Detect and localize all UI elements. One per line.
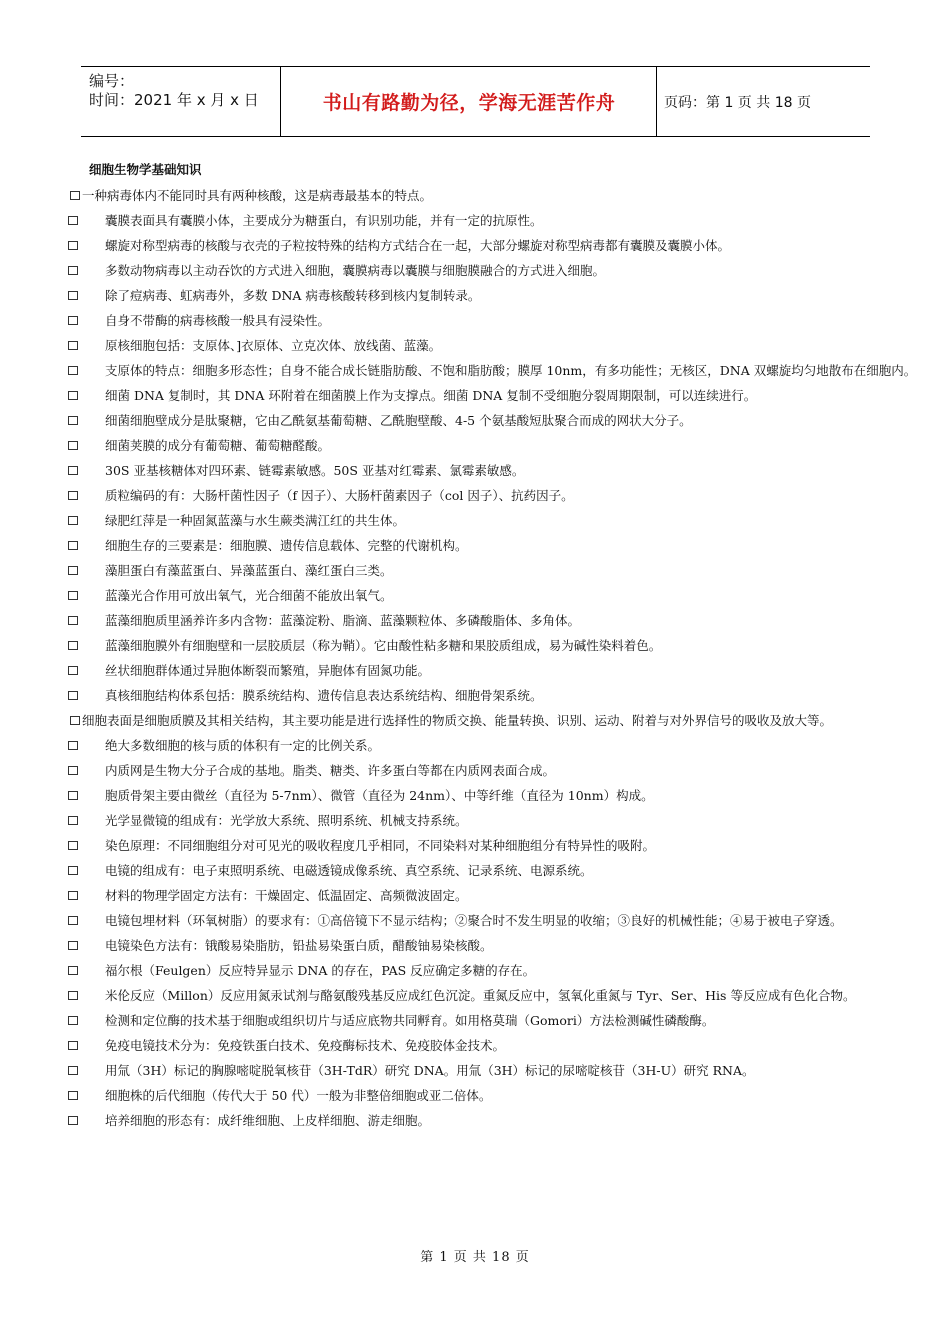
checkbox-bullet-icon <box>68 1091 78 1100</box>
checkbox-bullet-icon <box>68 1016 78 1025</box>
list-item <box>68 1108 926 1133</box>
list-item <box>68 833 926 858</box>
list-item <box>68 533 926 558</box>
list-item <box>68 1033 926 1058</box>
checkbox-bullet-icon <box>68 941 78 950</box>
header-top-rule <box>81 66 870 67</box>
list-item <box>68 258 926 283</box>
list-item-text: 蓝藻细胞膜外有细胞壁和一层胶质层（称为鞘）。它由酸性粘多糖和果胶质组成，易为碱性染料着色。 <box>105 638 662 653</box>
checkbox-bullet-icon <box>68 366 78 375</box>
checkbox-bullet-icon <box>68 291 78 300</box>
list-item-text: 30S 亚基核糖体对四环素、链霉素敏感。50S 亚基对红霉素、氯霉素敏感。 <box>105 463 525 478</box>
list-item <box>68 608 926 633</box>
checkbox-bullet-icon <box>68 416 78 425</box>
page-footer: 第 1 页 共 18 页 <box>420 1250 530 1265</box>
checkbox-bullet-icon <box>68 1116 78 1125</box>
header-meta <box>89 72 259 110</box>
list-item-text: 培养细胞的形态有：成纤维细胞、上皮样细胞、游走细胞。 <box>105 1113 431 1128</box>
list-item-text: 细胞株的后代细胞（传代大于 50 代）一般为非整倍细胞或亚二倍体。 <box>105 1088 492 1103</box>
checkbox-bullet-icon <box>68 791 78 800</box>
checkbox-bullet-icon <box>70 716 80 725</box>
checkbox-bullet-icon <box>68 691 78 700</box>
list-item-text: 免疫电镜技术分为：免疫铁蛋白技术、免疫酶标技术、免疫胶体金技术。 <box>105 1038 506 1053</box>
list-item-text: 绝大多数细胞的核与质的体积有一定的比例关系。 <box>105 738 381 753</box>
list-item-text: 细菌细胞壁成分是肽聚糖，它由乙酰氨基葡萄糖、乙酰胞壁酸、4-5 个氨基酸短肽聚合而成的网状大分子。 <box>105 413 692 428</box>
list-item-text: 细胞生存的三要素是：细胞膜、遗传信息载体、完整的代谢机构。 <box>105 538 468 553</box>
checkbox-bullet-icon <box>68 866 78 875</box>
list-item <box>68 908 926 933</box>
list-item-text: 检测和定位酶的技术基于细胞或组织切片与适应底物共同孵育。如用格莫瑞（Gomori）方法检测碱性磷酸酶。 <box>105 1013 715 1028</box>
list-item <box>68 483 926 508</box>
list-item <box>68 283 926 308</box>
list-item <box>68 233 926 258</box>
list-item <box>68 783 926 808</box>
list-item-text: 米伦反应（Millon）反应用氮汞试剂与酪氨酸残基反应成红色沉淀。重氮反应中，氢氧化重氮与 Tyr、Ser、His 等反应成有色化合物。 <box>105 988 856 1003</box>
list-item-text: 染色原理：不同细胞组分对可见光的吸收程度几乎相同，不同染料对某种细胞组分有特异性的吸附。 <box>105 838 656 853</box>
checkbox-bullet-icon <box>68 491 78 500</box>
list-item <box>68 458 926 483</box>
list-item-text: 丝状细胞群体通过异胞体断裂而繁殖，异胞体有固氮功能。 <box>105 663 431 678</box>
checkbox-bullet-icon <box>68 591 78 600</box>
list-item-text: 电镜包埋材料（环氧树脂）的要求有：①高倍镜下不显示结构；②聚合时不发生明显的收缩；③良好的机械性能；④易于被电子穿透。 <box>105 913 843 928</box>
list-item <box>68 683 926 708</box>
list-item <box>68 1008 926 1033</box>
list-item <box>68 883 926 908</box>
list-item <box>68 183 926 208</box>
header-time: 时间：2021 年 x 月 x 日 <box>89 91 259 109</box>
list-item-text: 电镜的组成有：电子束照明系统、电磁透镜成像系统、真空系统、记录系统、电源系统。 <box>105 863 593 878</box>
list-item-text: 囊膜表面具有囊膜小体，主要成分为糖蛋白，有识别功能，并有一定的抗原性。 <box>105 213 543 228</box>
checkbox-bullet-icon <box>68 916 78 925</box>
page-header <box>81 66 870 138</box>
list-item-text: 自身不带酶的病毒核酸一般具有浸染性。 <box>105 313 331 328</box>
list-item <box>68 983 926 1008</box>
list-item-text: 原核细胞包括：支原体、]衣原体、立克次体、放线菌、蓝藻。 <box>105 338 442 353</box>
list-item-text: 电镜染色方法有：锇酸易染脂肪，铅盐易染蛋白质，醋酸铀易染核酸。 <box>105 938 493 953</box>
list-item <box>68 733 926 758</box>
list-item-text: 蓝藻光合作用可放出氧气，光合细菌不能放出氧气。 <box>105 588 393 603</box>
checkbox-bullet-icon <box>68 841 78 850</box>
checkbox-bullet-icon <box>68 666 78 675</box>
checkbox-bullet-icon <box>68 391 78 400</box>
checkbox-bullet-icon <box>68 516 78 525</box>
list-item-text: 光学显微镜的组成有：光学放大系统、照明系统、机械支持系统。 <box>105 813 468 828</box>
header-motto: 书山有路勤为径，学海无涯苦作舟 <box>322 92 616 114</box>
list-item <box>68 433 926 458</box>
list-item-text: 除了痘病毒、虹病毒外，多数 DNA 病毒核酸转移到核内复制转录。 <box>105 288 481 303</box>
checkbox-bullet-icon <box>68 741 78 750</box>
list-item-text: 螺旋对称型病毒的核酸与衣壳的子粒按特殊的结构方式结合在一起，大部分螺旋对称型病毒都有囊膜及囊膜小体。 <box>105 238 731 253</box>
list-item-text: 一种病毒体内不能同时具有两种核酸，这是病毒最基本的特点。 <box>82 188 433 203</box>
header-bottom-rule <box>81 136 870 137</box>
checkbox-bullet-icon <box>68 891 78 900</box>
list-item <box>68 1058 926 1083</box>
checkbox-bullet-icon <box>70 191 80 200</box>
list-item-text: 材料的物理学固定方法有：干燥固定、低温固定、高频微波固定。 <box>105 888 468 903</box>
checkbox-bullet-icon <box>68 341 78 350</box>
list-item <box>68 633 926 658</box>
checkbox-bullet-icon <box>68 216 78 225</box>
list-item <box>68 308 926 333</box>
list-item <box>68 808 926 833</box>
checkbox-bullet-icon <box>68 816 78 825</box>
header-divider-right <box>656 66 657 137</box>
list-item <box>68 333 926 358</box>
checkbox-bullet-icon <box>68 316 78 325</box>
checkbox-bullet-icon <box>68 541 78 550</box>
checkbox-bullet-icon <box>68 1066 78 1075</box>
checkbox-bullet-icon <box>68 441 78 450</box>
checkbox-bullet-icon <box>68 616 78 625</box>
list-item-text: 真核细胞结构体系包括：膜系统结构、遗传信息表达系统结构、细胞骨架系统。 <box>105 688 543 703</box>
list-item <box>68 558 926 583</box>
checkbox-bullet-icon <box>68 641 78 650</box>
list-item-text: 内质网是生物大分子合成的基地。脂类、糖类、许多蛋白等都在内质网表面合成。 <box>105 763 556 778</box>
list-item <box>68 208 926 233</box>
header-page-number: 页码：第 1 页 共 18 页 <box>664 95 811 111</box>
checkbox-bullet-icon <box>68 766 78 775</box>
list-item <box>68 583 926 608</box>
list-item <box>68 858 926 883</box>
header-divider-left <box>280 66 281 137</box>
document-title: 细胞生物学基础知识 <box>89 162 202 177</box>
checkbox-bullet-icon <box>68 566 78 575</box>
checkbox-bullet-icon <box>68 966 78 975</box>
list-item-text: 蓝藻细胞质里涵养许多内含物：蓝藻淀粉、脂滴、蓝藻颗粒体、多磷酸脂体、多角体。 <box>105 613 581 628</box>
list-item <box>68 383 926 408</box>
list-item <box>68 708 926 733</box>
checkbox-bullet-icon <box>68 1041 78 1050</box>
list-item-text: 福尔根（Feulgen）反应特异显示 DNA 的存在，PAS 反应确定多糖的存在。 <box>105 963 536 978</box>
list-item <box>68 933 926 958</box>
list-item-text: 质粒编码的有：大肠杆菌性因子（f 因子）、大肠杆菌素因子（col 因子）、抗药因子。 <box>105 488 574 503</box>
list-item-text: 细菌 DNA 复制时，其 DNA 环附着在细菌膜上作为支撑点。细菌 DNA 复制不受细胞分裂周期限制，可以连续进行。 <box>105 388 757 403</box>
checkbox-bullet-icon <box>68 991 78 1000</box>
knowledge-list <box>68 183 926 1133</box>
list-item-text: 多数动物病毒以主动吞饮的方式进入细胞，囊膜病毒以囊膜与细胞膜融合的方式进入细胞。 <box>105 263 606 278</box>
list-item <box>68 408 926 433</box>
checkbox-bullet-icon <box>68 266 78 275</box>
list-item <box>68 958 926 983</box>
list-item <box>68 508 926 533</box>
list-item-text: 用氚（3H）标记的胸腺嘧啶脱氧核苷（3H-TdR）研究 DNA。用氚（3H）标记的尿嘧啶核苷（3H-U）研究 RNA。 <box>105 1063 755 1078</box>
list-item <box>68 1083 926 1108</box>
list-item <box>68 358 926 383</box>
list-item-text: 细菌荚膜的成分有葡萄糖、葡萄糖醛酸。 <box>105 438 331 453</box>
header-number: 编号： <box>89 72 135 90</box>
list-item <box>68 658 926 683</box>
list-item-text: 藻胆蛋白有藻蓝蛋白、异藻蓝蛋白、藻红蛋白三类。 <box>105 563 393 578</box>
list-item-text: 胞质骨架主要由微丝（直径为 5-7nm）、微管（直径为 24nm）、中等纤维（直径为 10nm）构成。 <box>105 788 654 803</box>
list-item-text: 绿肥红萍是一种固氮蓝藻与水生蕨类满江红的共生体。 <box>105 513 406 528</box>
checkbox-bullet-icon <box>68 241 78 250</box>
checkbox-bullet-icon <box>68 466 78 475</box>
list-item-text: 支原体的特点：细胞多形态性；自身不能合成长链脂肪酸、不饱和脂肪酸；膜厚 10nm，有多功能性；无核区，DNA 双螺旋均匀地散布在细胞内。 <box>105 363 917 378</box>
list-item-text: 细胞表面是细胞质膜及其相关结构，其主要功能是进行选择性的物质交换、能量转换、识别、运动、附着与对外界信号的吸收及放大等。 <box>82 713 833 728</box>
list-item <box>68 758 926 783</box>
